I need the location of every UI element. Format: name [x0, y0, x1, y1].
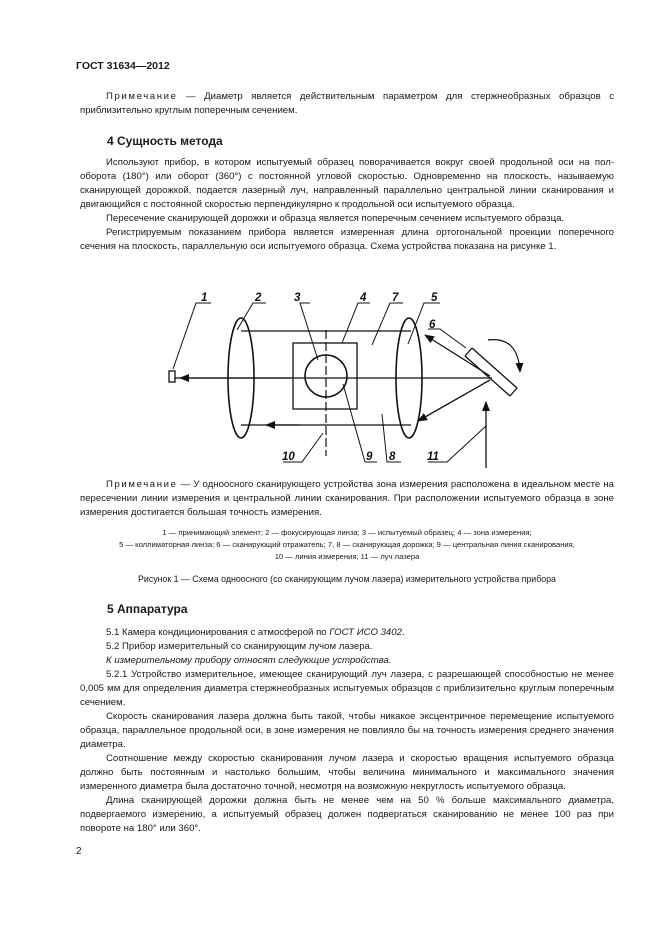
scanner-diagram	[150, 286, 540, 474]
figure-caption: Рисунок 1 — Схема одноосного (со сканирующим лучом лазера) измерительного устройства прибора	[138, 574, 556, 584]
leader-lines	[173, 303, 486, 462]
paragraph: 5.1 Камера кондиционирования с атмосферой по ГОСТ ИСО 3402.	[106, 627, 405, 638]
diagram-label-11: 11	[427, 451, 439, 463]
figure-legend	[80, 527, 614, 563]
paragraph: Соотношение между скоростью сканирования лучом лазера и скоростью вращения испытуемого образца должно быть постоянным и настолько большим, чтобы величина минимального и максимального значения измеренного диаметра была достаточно точной, несмотря на возможную некруглость испытуемого образца.	[80, 753, 614, 792]
diagram-label-1: 1	[201, 292, 208, 304]
legend-line-1: 1 — принимающий элемент; 2 — фокусирующая линза; 3 — испытуемый образец; 4 — зона измерения;	[162, 528, 532, 537]
diagram-label-3: 3	[294, 292, 301, 304]
diagram-label-7: 7	[392, 292, 399, 304]
section-4-body	[80, 156, 614, 254]
section-5-title: 5 Аппаратура	[107, 602, 188, 616]
note-label: Примечание	[106, 91, 178, 102]
scanning-reflector	[465, 348, 517, 396]
paragraph: Используют прибор, в котором испытуемый образец поворачивается вокруг своей продольной оси на пол-оборота (180°) или оборот (360°) с постоянной угловой скоростью. Одновременно на плоскость, называемую сканирующей дорожкой, подается лазерный луч, направленный параллельно центральной линии сканирования и двигающийся с постоянной скоростью перпендикулярно к продольной оси испытуемого образца.	[80, 157, 614, 210]
legend-line-2: 5 — коллиматорная линза; 6 — сканирующий отражатель; 7, 8 — сканирующая дорожка; 9 — центральная линия сканирования,	[119, 540, 575, 549]
diagram-label-5: 5	[431, 292, 438, 304]
note-text: — У одноосного сканирующего устройства зона измерения расположена в идеальном месте на пересечении линии измерения и центральной линии сканирования. При расположении испытуемого образца в зоне измерения достигается большая точность измерения.	[80, 479, 614, 518]
standard-reference: ГОСТ ИСО 3402	[329, 627, 402, 638]
paragraph: К измерительному прибору относят следующие устройства.	[106, 655, 392, 666]
diagram-label-8: 8	[389, 451, 396, 463]
diagram-label-10: 10	[282, 451, 295, 463]
receiving-element	[169, 371, 175, 382]
diagram-label-6: 6	[429, 319, 436, 331]
diagram-label-9: 9	[366, 451, 373, 463]
note-text: — Диаметр является действительным параметром для стержнеобразных образцов с приблизительно круглым поперечным сечением.	[80, 91, 614, 116]
paragraph: Длина сканирующей дорожки должна быть не менее чем на 50 % больше максимального диаметра, подвергаемого измерению, а испытуемый образец должен подвергаться сканированию не менее 100 раз при повороте на 180° или 360°.	[80, 795, 614, 834]
document-header: ГОСТ 31634—2012	[76, 60, 170, 72]
note-1	[80, 90, 614, 118]
paragraph: Скорость сканирования лазера должна быть такой, чтобы никакое эксцентричное перемещение испытуемого образца, параллельное продольной оси, в зоне измерения не повлияло бы на точность измерения среднего значения диаметра.	[80, 711, 614, 750]
section-5-body	[80, 626, 614, 836]
paragraph: Регистрируемым показанием прибора является измеренная длина ортогональной проекции поперечного сечения на плоскость, параллельную оси испытуемого образца. Схема устройства показана на рисунке 1.	[80, 227, 614, 252]
scan-ray-lower	[418, 380, 490, 421]
diagram-label-4: 4	[360, 292, 367, 304]
legend-line-3: 10 — линия измерения; 11 — луч лазера	[274, 552, 420, 561]
diagram-label-2: 2	[255, 292, 262, 304]
note-label: Примечание	[106, 479, 178, 490]
paragraph: 5.2.1 Устройство измерительное, имеющее сканирующий луч лазера, с разрешающей способностью не менее 0,005 мм для определения диаметра стержнеобразных испытуемых образцов с приблизительно круглым поперечным сечением.	[80, 669, 614, 708]
page-number: 2	[76, 846, 82, 857]
paragraph: Пересечение сканирующей дорожки и образца является поперечным сечением испытуемого образца.	[106, 213, 565, 224]
paragraph: 5.2 Прибор измерительный со сканирующим лучом лазера.	[106, 641, 373, 652]
note-2	[80, 478, 614, 520]
section-4-title: 4 Сущность метода	[107, 134, 223, 148]
